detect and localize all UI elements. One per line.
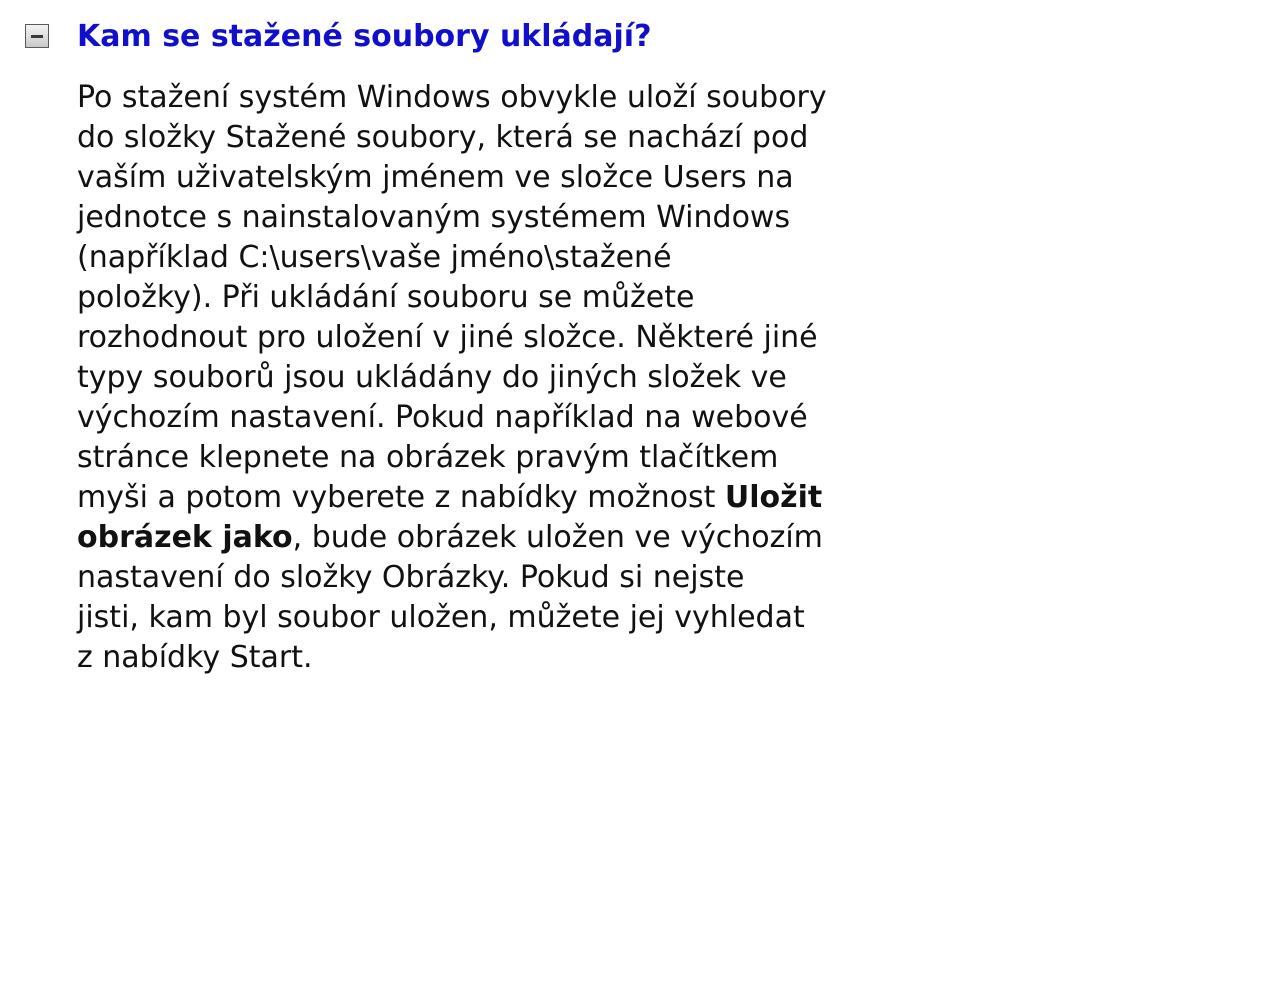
paragraph-text: myši a potom vyberete z nabídky možnost [77,480,725,515]
menu-option-label: Uložit [724,480,823,515]
paragraph-line [77,518,927,558]
menu-option-label: obrázek jako [77,520,293,555]
paragraph-line: jednotce s nainstalovaným systémem Windows [77,200,791,235]
paragraph-line: jisti, kam byl soubor uložen, můžete jej vyhledat [77,600,805,635]
section-title[interactable]: Kam se stažené soubory ukládají? [77,19,652,54]
paragraph-line: vaším uživatelským jménem ve složce Users na [77,160,794,195]
paragraph-line: výchozím nastavení. Pokud například na webové [77,400,808,435]
minus-glyph [31,35,43,38]
minus-box-icon[interactable] [25,24,49,48]
paragraph-line: Po stažení systém Windows obvykle uloží soubory [77,80,827,115]
section-header[interactable] [0,0,1000,60]
paragraph-line: z nabídky Start. [77,640,313,675]
paragraph-line: položky). Při ukládání souboru se můžete [77,280,695,315]
paragraph-line: do složky Stažené soubory, která se nachází pod [77,120,809,155]
paragraph-line: nastavení do složky Obrázky. Pokud si nejste [77,560,745,595]
paragraph-line: rozhodnout pro uložení v jiné složce. Některé jiné [77,320,818,355]
paragraph-line [77,478,927,518]
paragraph-text: , bude obrázek uložen ve výchozím [292,520,823,555]
paragraph-line: (například C:\users\vaše jméno\stažené [77,240,672,275]
paragraph-line: typy souborů jsou ukládány do jiných složek ve [77,360,787,395]
paragraph-line: stránce klepnete na obrázek pravým tlačítkem [77,440,779,475]
section-content [77,78,927,678]
